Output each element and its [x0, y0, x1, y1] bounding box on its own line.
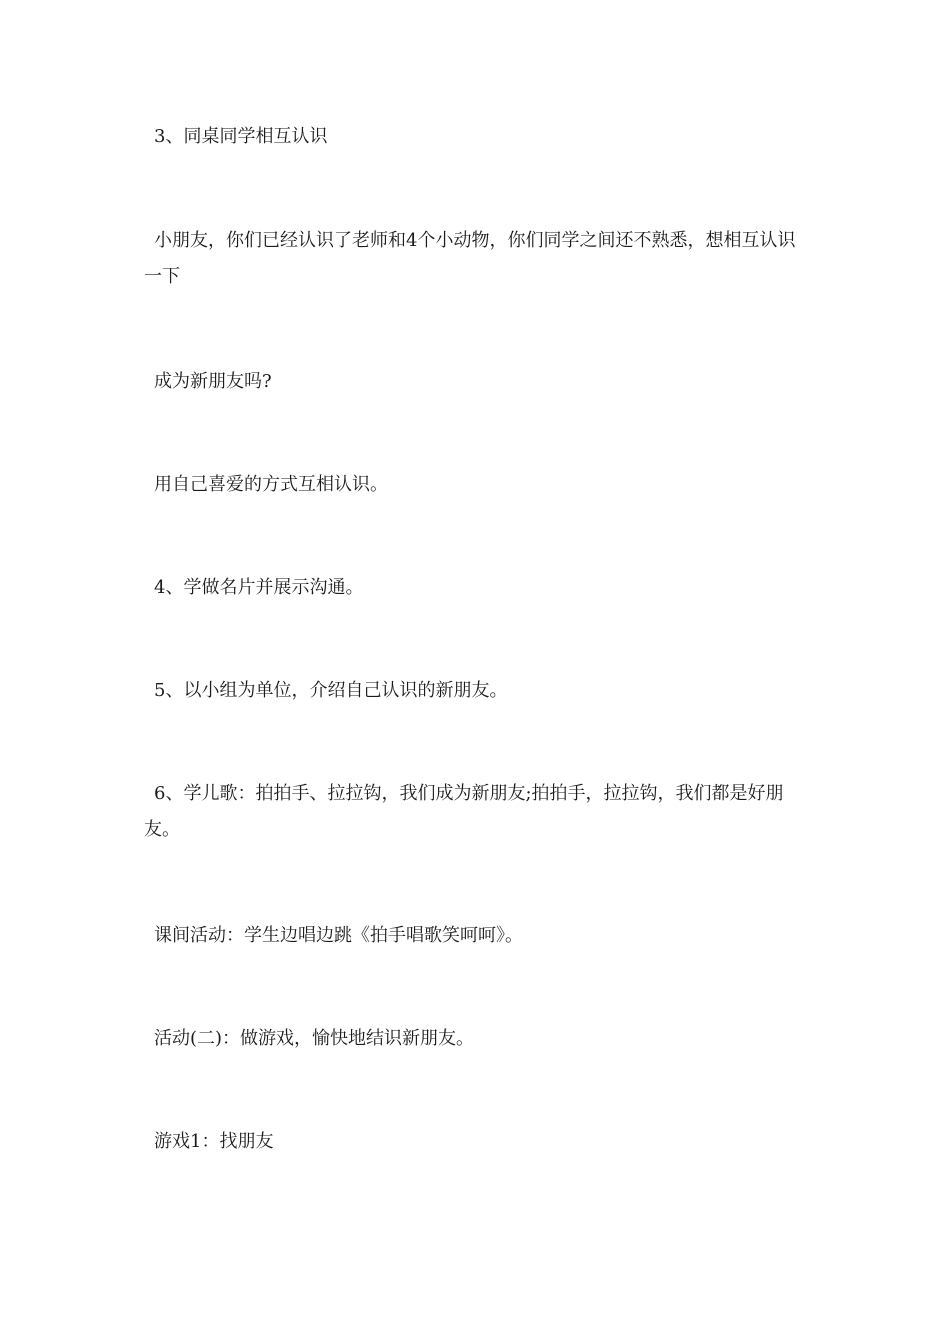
- paragraph-game-1-heading: 游戏1：找朋友: [154, 1131, 274, 1152]
- paragraph-intro-question: 小朋友，你们已经认识了老师和4个小动物，你们同学之间还不熟悉，想相互认识一下: [144, 230, 796, 287]
- paragraph-section-5-group-intro: 5、以小组为单位，介绍自己认识的新朋友。: [154, 680, 508, 701]
- paragraph-new-friends-question: 成为新朋友吗?: [154, 371, 272, 392]
- paragraph-activity-two: 活动(二)：做游戏，愉快地结识新朋友。: [154, 1028, 475, 1049]
- paragraph-section-4-business-card: 4、学做名片并展示沟通。: [154, 577, 364, 598]
- paragraph-break-activity: 课间活动：学生边唱边跳《拍手唱歌笑呵呵》。: [154, 925, 523, 946]
- paragraph-favorite-way: 用自己喜爱的方式互相认识。: [154, 474, 388, 495]
- paragraph-section-6-nursery-rhyme: 6、学儿歌：拍拍手、拉拉钩，我们成为新朋友;拍拍手，拉拉钩，我们都是好朋友。: [144, 783, 784, 840]
- paragraph-section-3-heading: 3、同桌同学相互认识: [154, 126, 328, 147]
